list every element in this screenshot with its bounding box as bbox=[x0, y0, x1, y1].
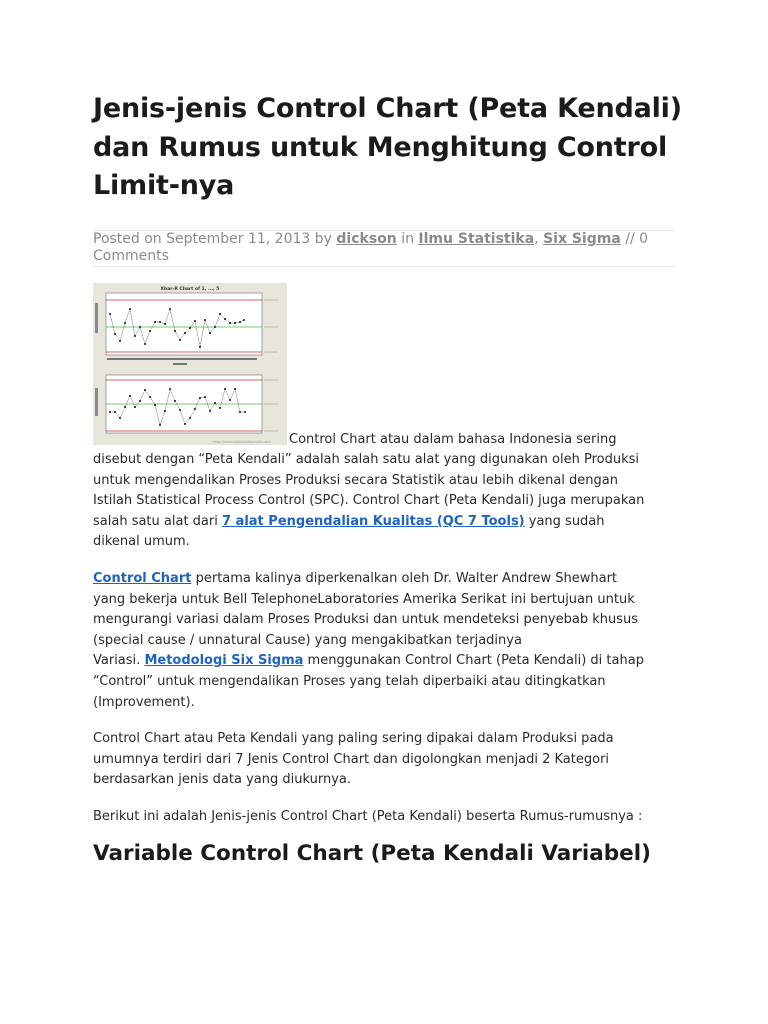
paragraph-1-line-3: untuk mengendalikan Proses Produksi secara Statistik atau lebih dikenal dengan bbox=[93, 472, 618, 488]
category-separator: , bbox=[534, 231, 539, 247]
paragraph-1-line-5 bbox=[93, 512, 675, 533]
paragraph-2-line-5-pre: Variasi. bbox=[93, 653, 145, 669]
paragraph-4-line-1: Berikut ini adalah Jenis-jenis Control Chart (Peta Kendali) beserta Rumus-rumusnya : bbox=[93, 809, 643, 824]
qc-7-tools-link[interactable]: 7 alat Pengendalian Kualitas (QC 7 Tools) bbox=[221, 513, 525, 529]
paragraph-3-line-2: umumnya terdiri dari 7 Jenis Control Chart dan digolongkan menjadi 2 Kategori bbox=[93, 751, 610, 767]
paragraph-3 bbox=[93, 729, 675, 791]
paragraph-2-line-5 bbox=[93, 651, 675, 672]
paragraph-2-line-4: (special cause / unnatural Cause) yang mengakibatkan terjadinya bbox=[93, 632, 522, 648]
paragraph-2-line-1-post: pertama kalinya diperkenalkan oleh Dr. Walter Andrew Shewhart bbox=[191, 571, 618, 586]
section-heading-variable-control-chart: Variable Control Chart (Peta Kendali Variabel) bbox=[93, 841, 651, 866]
paragraph-1-line-5-pre: salah satu alat dari bbox=[93, 513, 222, 529]
paragraph-2-line-6: “Control” untuk mengendalikan Proses yang telah diperbaiki atau ditingkatkan bbox=[93, 673, 606, 689]
article-title: Jenis-jenis Control Chart (Peta Kendali) dan Rumus untuk Menghitung Control Limit-nya bbox=[93, 93, 682, 201]
paragraph-4 bbox=[93, 807, 675, 828]
paragraph-1 bbox=[93, 450, 675, 553]
control-chart-link[interactable]: Control Chart bbox=[93, 571, 192, 586]
paragraph-2-line-2: yang bekerja untuk Bell TelephoneLaboratories Amerika Serikat ini bertujuan untuk bbox=[93, 591, 635, 607]
paragraph-1-line-2: disebut dengan “Peta Kendali” adalah salah satu alat yang digunakan oleh Produksi bbox=[93, 452, 640, 467]
paragraph-2-line-7: (Improvement). bbox=[93, 694, 195, 710]
xbar-r-chart-graphic bbox=[93, 283, 287, 445]
author-link[interactable]: dickson bbox=[336, 231, 397, 247]
category-link-six-sigma[interactable]: Six Sigma bbox=[543, 231, 621, 247]
in-text: in bbox=[401, 231, 414, 247]
posted-on-text: Posted on September 11, 2013 by bbox=[93, 231, 332, 247]
paragraph-3-line-3: berdasarkan jenis data yang diukurnya. bbox=[93, 772, 351, 788]
paragraph-1-line-4: Istilah Statistical Process Control (SPC). Control Chart (Peta Kendali) juga merupakan bbox=[93, 493, 645, 509]
paragraph-2-line-5-post: menggunakan Control Chart (Peta Kendali) di tahap bbox=[303, 653, 644, 669]
paragraph-2 bbox=[93, 569, 675, 713]
paragraph-2-line-3: mengurangi variasi dalam Proses Produksi dan untuk mendeteksi penyebab khusus bbox=[93, 612, 639, 628]
xbar-r-chart-image bbox=[93, 283, 287, 445]
paragraph-3-line-1: Control Chart atau Peta Kendali yang paling sering dipakai dalam Produksi pada bbox=[93, 731, 614, 746]
paragraph-1-line-5-post: yang sudah bbox=[524, 513, 605, 529]
category-link-ilmu-statistika[interactable]: Ilmu Statistika bbox=[418, 231, 535, 247]
post-meta bbox=[93, 230, 675, 267]
paragraph-1-line-1: Control Chart atau dalam bahasa Indonesia sering bbox=[289, 432, 617, 447]
paragraph-2-line-1 bbox=[93, 569, 675, 590]
comments-link[interactable]: // 0 Comments bbox=[93, 231, 649, 264]
six-sigma-methodology-link[interactable]: Metodologi Six Sigma bbox=[144, 653, 304, 669]
paragraph-1-line-6: dikenal umum. bbox=[93, 534, 190, 550]
image-watermark: http://www.pitahasiltechnik.com bbox=[213, 440, 271, 444]
chart-title: Xbar-R Chart of 1, ..., 5 bbox=[160, 287, 220, 292]
